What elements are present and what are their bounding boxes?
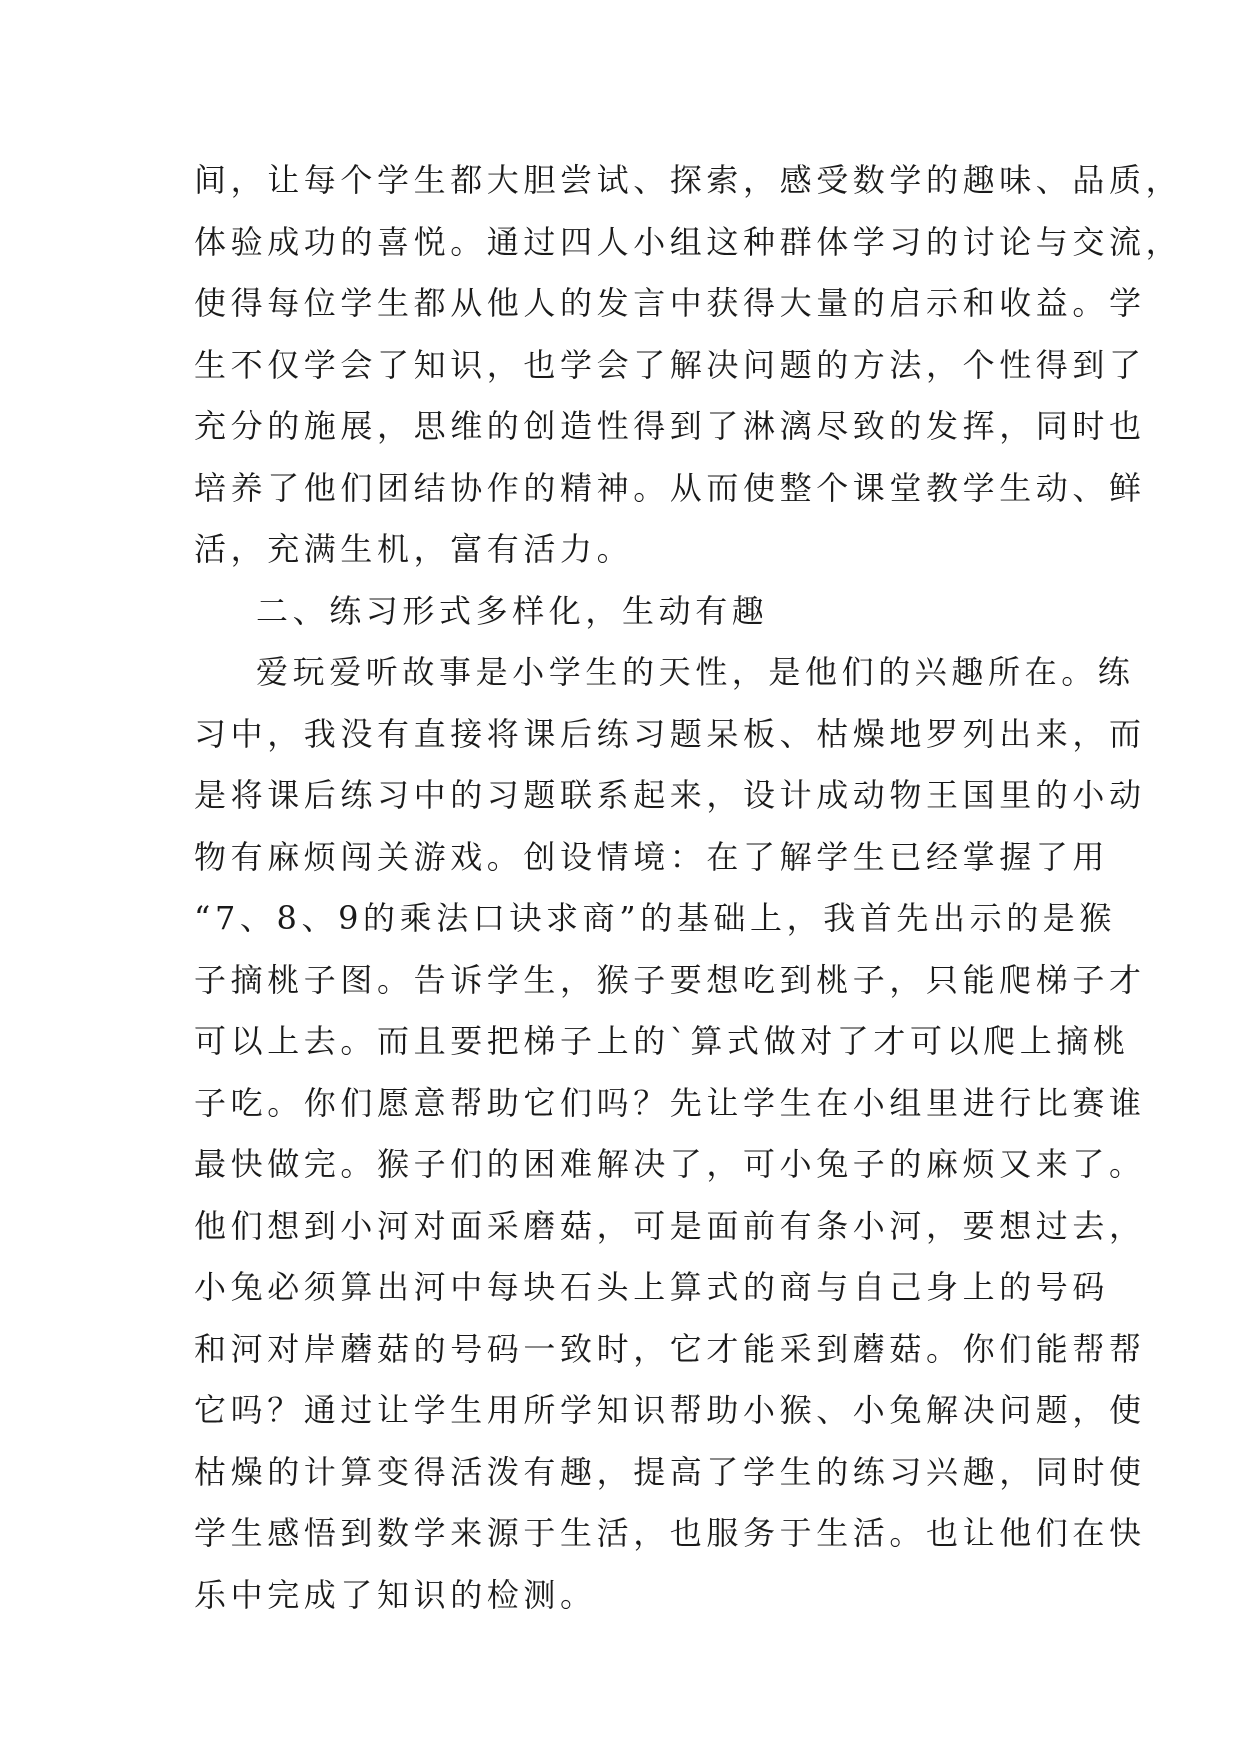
paragraph-line: 它吗？通过让学生用所学知识帮助小猴、小兔解决问题，使 [194, 1391, 1146, 1429]
paragraph-line: 是将课后练习中的习题联系起来，设计成动物王国里的小动 [194, 776, 1146, 814]
document-body [194, 150, 1183, 1626]
paragraph-line: 和河对岸蘑菇的号码一致时，它才能采到蘑菇。你们能帮帮 [194, 1329, 1146, 1368]
paragraph-line: “7、8、9的乘法口诀求商”的基础上，我首先出示的是猴 [194, 899, 1116, 937]
paragraph-line: 子摘桃子图。告诉学生，猴子要想吃到桃子，只能爬梯子才 [194, 960, 1146, 999]
paragraph-line: 培养了他们团结协作的精神。从而使整个课堂教学生动、鲜 [194, 468, 1146, 507]
section-heading: 二、练习形式多样化，生动有趣 [256, 591, 769, 630]
paragraph-line: 物有麻烦闯关游戏。创设情境：在了解学生已经掌握了用 [194, 837, 1110, 876]
paragraph-line: 习中，我没有直接将课后练习题呆板、枯燥地罗列出来，而 [194, 714, 1146, 753]
paragraph-line: 生不仅学会了知识，也学会了解决问题的方法，个性得到了 [194, 345, 1146, 384]
paragraph-line: 最快做完。猴子们的困难解决了，可小兔子的麻烦又来了。 [194, 1145, 1146, 1183]
paragraph-line: 体验成功的喜悦。通过四人小组这种群体学习的讨论与交流， [194, 222, 1183, 261]
paragraph-line: 使得每位学生都从他人的发言中获得大量的启示和收益。学 [194, 284, 1146, 322]
paragraph-line: 活，充满生机，富有活力。 [194, 530, 634, 568]
paragraph-line: 可以上去。而且要把梯子上的`算式做对了才可以爬上摘桃 [194, 1022, 1130, 1060]
paragraph-line: 子吃。你们愿意帮助它们吗？先让学生在小组里进行比赛谁 [194, 1083, 1146, 1122]
paragraph-line: 充分的施展，思维的创造性得到了淋漓尽致的发挥，同时也 [194, 407, 1146, 445]
paragraph-line: 爱玩爱听故事是小学生的天性，是他们的兴趣所在。练 [256, 653, 1135, 691]
paragraph-line: 枯燥的计算变得活泼有趣，提高了学生的练习兴趣，同时使 [194, 1452, 1146, 1491]
paragraph-line: 小兔必须算出河中每块石头上算式的商与自己身上的号码 [194, 1268, 1110, 1306]
paragraph-line: 学生感悟到数学来源于生活，也服务于生活。也让他们在快 [194, 1514, 1146, 1552]
paragraph-line: 间，让每个学生都大胆尝试、探索，感受数学的趣味、品质， [194, 161, 1183, 199]
paragraph-line: 乐中完成了知识的检测。 [194, 1575, 597, 1614]
paragraph-line: 他们想到小河对面采磨菇，可是面前有条小河，要想过去， [194, 1206, 1146, 1245]
